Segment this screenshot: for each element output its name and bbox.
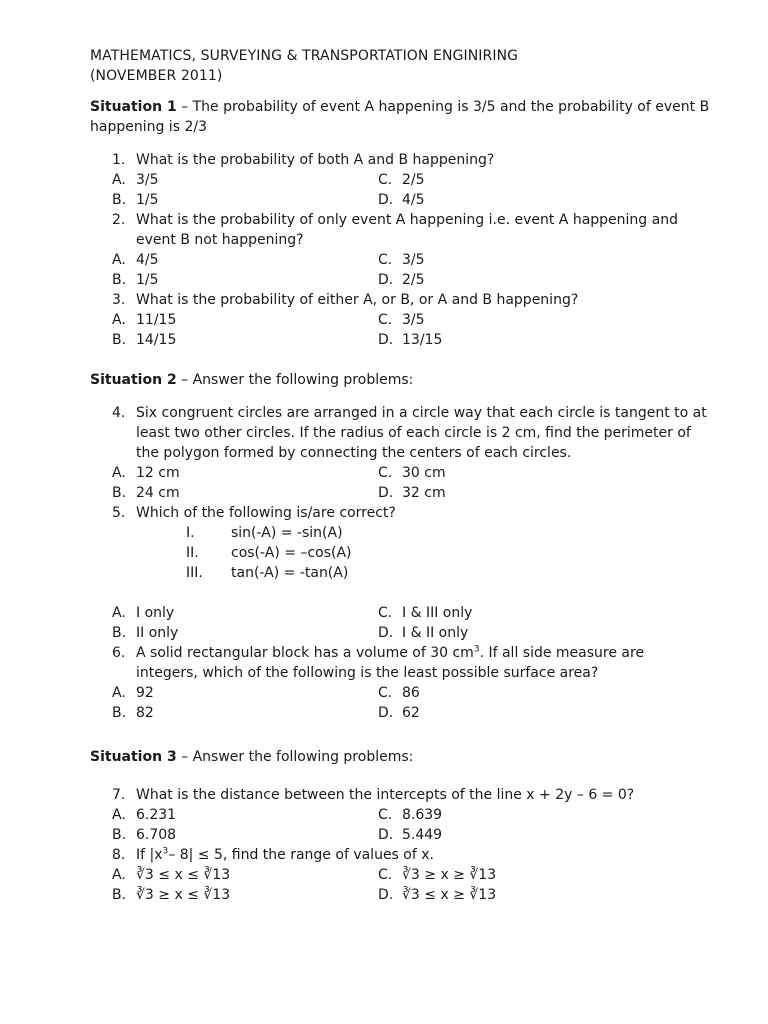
options [90, 805, 710, 845]
option-c: C. 3/5 [378, 252, 425, 268]
question-8 [90, 845, 710, 865]
situation-3-header [90, 747, 710, 767]
situation-text: – The probability of event A happening is 3/5 and the probability of event B happening is 2/3 [90, 99, 710, 135]
question-4 [90, 403, 710, 463]
option-b: B. 1/5 [112, 272, 159, 288]
option-a: A. 4/5 [112, 252, 159, 268]
options [90, 463, 710, 503]
roman-item-3: III. tan(-A) = -tan(A) [186, 565, 349, 581]
option-c: C. 8.639 [378, 807, 443, 823]
question-number: 3. [112, 292, 126, 308]
question-text: Which of the following is/are correct? [136, 505, 396, 521]
question-text: A solid rectangular block has a volume of 30 $cm^3$. If all side measure are integers, which of the following is the least possible surface area? [136, 644, 645, 681]
options [90, 310, 710, 350]
option-d: D. 62 [378, 705, 420, 721]
situation-label: Situation 2 [90, 372, 177, 388]
question-text: What is the probability of only event A happening i.e. event A happening and event B not happening? [136, 212, 678, 248]
situation-label: Situation 3 [90, 749, 177, 765]
situation-text: – Answer the following problems: [176, 372, 414, 388]
options [90, 170, 710, 210]
option-d: D. I & II only [378, 625, 469, 641]
option-c: C. I & III only [378, 605, 473, 621]
option-a: A. 12 cm [112, 465, 180, 481]
question-6 [90, 643, 710, 683]
question-list [90, 403, 710, 723]
option-b: B. 1/5 [112, 192, 159, 208]
page-title [90, 46, 710, 86]
question-number: 8. [112, 847, 126, 863]
situation-1-header [90, 97, 710, 137]
title-line-2: (NOVEMBER 2011) [90, 68, 223, 84]
situation-label: Situation 1 [90, 99, 177, 115]
option-c: C. 30 cm [378, 465, 446, 481]
question-number: 1. [112, 152, 126, 168]
options [90, 603, 710, 643]
question-list [90, 150, 710, 350]
option-c: C. 2/5 [378, 172, 425, 188]
option-d: D. 4/5 [378, 192, 425, 208]
situation-2-header [90, 370, 710, 390]
option-a: A. ∛3 ≤ x ≤ ∛13 [112, 867, 231, 883]
question-5 [90, 503, 710, 523]
question-2 [90, 210, 710, 250]
question-number: 6. [112, 645, 126, 661]
exam-page [90, 46, 710, 905]
options [90, 683, 710, 723]
question-3 [90, 290, 710, 310]
options [90, 250, 710, 290]
option-b: B. 24 cm [112, 485, 180, 501]
question-number: 7. [112, 787, 126, 803]
situation-text: – Answer the following problems: [176, 749, 414, 765]
question-text: What is the probability of either A, or B, or A and B happening? [136, 292, 579, 308]
option-a: A. 6.231 [112, 807, 177, 823]
question-7 [90, 785, 710, 805]
option-a: A. 11/15 [112, 312, 177, 328]
option-b: B. 6.708 [112, 827, 177, 843]
question-list [90, 785, 710, 905]
question-number: 4. [112, 405, 126, 421]
options [90, 865, 710, 905]
option-b: B. ∛3 ≥ x ≤ ∛13 [112, 887, 231, 903]
question-text: What is the probability of both A and B happening? [136, 152, 495, 168]
question-number: 5. [112, 505, 126, 521]
option-d: D. 32 cm [378, 485, 446, 501]
option-b: B. 82 [112, 705, 154, 721]
title-line-1: MATHEMATICS, SURVEYING & TRANSPORTATION ENGINIRING [90, 48, 519, 64]
roman-item-2: II. cos(-A) = –cos(A) [186, 545, 352, 561]
question-number: 2. [112, 212, 126, 228]
question-text: Six congruent circles are arranged in a circle way that each circle is tangent to at least two other circles. If the radius of each circle is 2 cm, find the perimeter of the polygon formed by connecting the centers of each circles. [136, 405, 707, 461]
option-c: C. ∛3 ≥ x ≥ ∛13 [378, 867, 497, 883]
question-1 [90, 150, 710, 170]
option-a: A. I only [112, 605, 175, 621]
question-text: What is the distance between the intercepts of the line x + 2y – 6 = 0? [136, 787, 635, 803]
option-d: D. ∛3 ≤ x ≥ ∛13 [378, 887, 497, 903]
option-b: B. 14/15 [112, 332, 177, 348]
option-d: D. 13/15 [378, 332, 443, 348]
option-a: A. 3/5 [112, 172, 159, 188]
roman-item-1: I. sin(-A) = -sin(A) [186, 525, 343, 541]
option-d: D. 5.449 [378, 827, 443, 843]
option-c: C. 86 [378, 685, 420, 701]
option-c: C. 3/5 [378, 312, 425, 328]
option-a: A. 92 [112, 685, 154, 701]
option-b: B. II only [112, 625, 179, 641]
question-text: If $|x^3-$ 8| ≤ 5, find the range of values of x. [136, 846, 434, 863]
option-d: D. 2/5 [378, 272, 425, 288]
